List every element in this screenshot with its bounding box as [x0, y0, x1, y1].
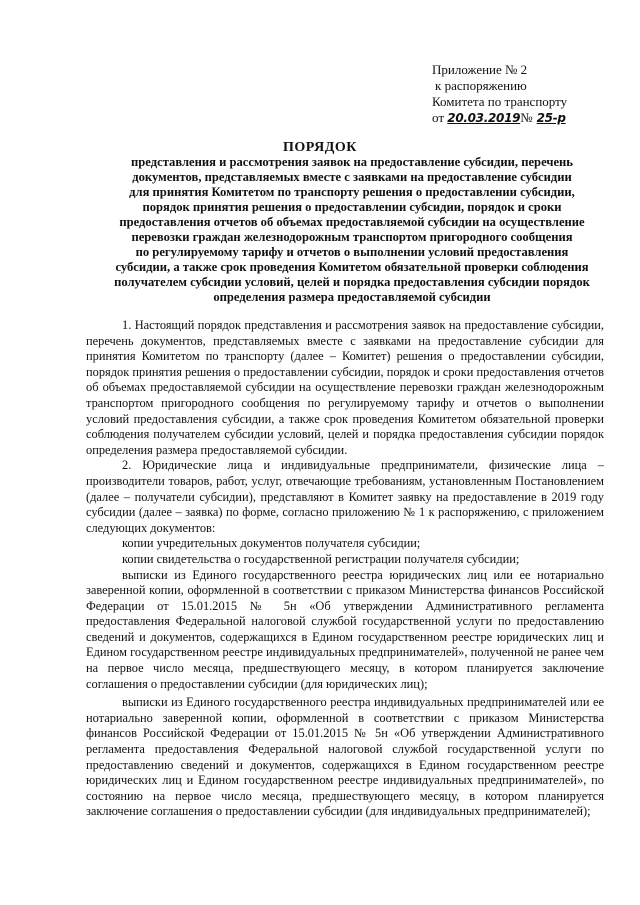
- appendix-date-line: [432, 110, 632, 126]
- paragraph-1: 1. Настоящий порядок представления и рассмотрения заявок на предоставление субсидии, перечень документов, представляемых вместе с заявками на предоставление субсидии для принятия Комитетом по транспорту (далее – Комитет) решения о предоставлении субсидии, порядок принятия решения о предоставлении субсидии, порядок и сроки предоставления отчетов об объемах предоставляемой субсидии на осуществление перевозки граждан железнодорожным транспортом пригородного сообщения по регулируемому тарифу и отчетов о выполнении условий предоставления субсидии, а также срок проведения Комитетом обязательной проверки соблюдения получателем субсидии условий, целей и порядка предоставления субсидии порядок определения размера предоставляемой субсидии.: [86, 318, 604, 457]
- number-label: №: [520, 110, 533, 125]
- heading-line: документов, представляемых вместе с заявками на предоставление субсидии: [132, 170, 572, 184]
- date-prefix: от: [432, 110, 445, 125]
- heading-line: порядок принятия решения о предоставлении субсидии, порядок и сроки: [142, 200, 562, 214]
- heading-line: перевозки граждан железнодорожным транспортом пригородного сообщения: [131, 230, 573, 244]
- appendix-number: Приложение № 2: [432, 62, 528, 77]
- list-item-registration-cert: копии свидетельства о государственной регистрации получателя субсидии;: [122, 551, 520, 566]
- document-title: ПОРЯДОК: [283, 140, 357, 155]
- handwritten-date: 20.03.2019: [447, 111, 521, 125]
- heading-line: определения размера предоставляемой субсидии: [213, 290, 491, 304]
- appendix-block: [432, 62, 632, 126]
- document-body: [86, 318, 604, 820]
- list-item-founding-docs: копии учредительных документов получателя субсидии;: [122, 536, 421, 551]
- heading-line: для принятия Комитетом по транспорту решения о предоставлении субсидии,: [129, 185, 575, 199]
- heading-line: получателем субсидии условий, целей и порядка предоставления субсидии порядок: [114, 275, 590, 289]
- heading-line: по регулируемому тарифу и отчетов о выполнении условий предоставления: [135, 245, 569, 259]
- appendix-committee: Комитета по транспорту: [432, 94, 568, 109]
- list-item-legal-entities-extract: выписки из Единого государственного реестра юридических лиц или ее нотариально заверенной копии, оформленной в соответствии с приказом Министерства финансов Российской Федерации от 15.01.2015 № 5н «Об утверждении Административного регламента предоставления Федеральной налоговой службой государственной услуги по предоставлению сведений и документов, содержащихся в Едином государственном реестре юридических лиц и Едином государственном реестре индивидуальных предпринимателей», полученной не ранее чем на первое число месяца, предшествующего месяцу, в котором планируется заключение соглашения о предоставлении субсидии (для юридических лиц);: [86, 567, 604, 691]
- document-heading: [92, 155, 612, 305]
- heading-line: представления и рассмотрения заявок на предоставление субсидии, перечень: [131, 155, 573, 169]
- paragraph-2: 2. Юридические лица и индивидуальные предприниматели, физические лица – производители товаров, работ, услуг, отвечающие требованиям, установленным Постановлением (далее – получатели субсидии), представляют в Комитет заявку на предоставление в 2019 году субсидии (далее – заявка) по форме, согласно приложению № 1 к распоряжению, с приложением следующих документов:: [86, 458, 604, 535]
- appendix-order-ref: к распоряжению: [435, 78, 527, 93]
- list-item-entrepreneurs-extract: выписки из Единого государственного реестра индивидуальных предпринимателей или ее нотариально заверенной копии, оформленной в соответствии с приказом Министерства финансов Российской Федерации от 15.01.2015 № 5н «Об утверждении Административного регламента предоставления Федеральной налоговой службой государственной услуги по предоставлению сведений и документов, содержащихся в Едином государственном реестре юридических лиц и Едином государственном реестре индивидуальных предпринимателей», по состоянию на первое число месяца, предшествующего месяцу, в котором планируется заключение соглашения о предоставлении субсидии (для индивидуальных предпринимателей);: [86, 695, 604, 819]
- heading-line: предоставления отчетов об объемах предоставляемой субсидии на осуществление: [119, 215, 585, 229]
- handwritten-number: 25-р: [536, 111, 566, 125]
- heading-line: субсидии, а также срок проведения Комитетом обязательной проверки соблюдения: [115, 260, 589, 274]
